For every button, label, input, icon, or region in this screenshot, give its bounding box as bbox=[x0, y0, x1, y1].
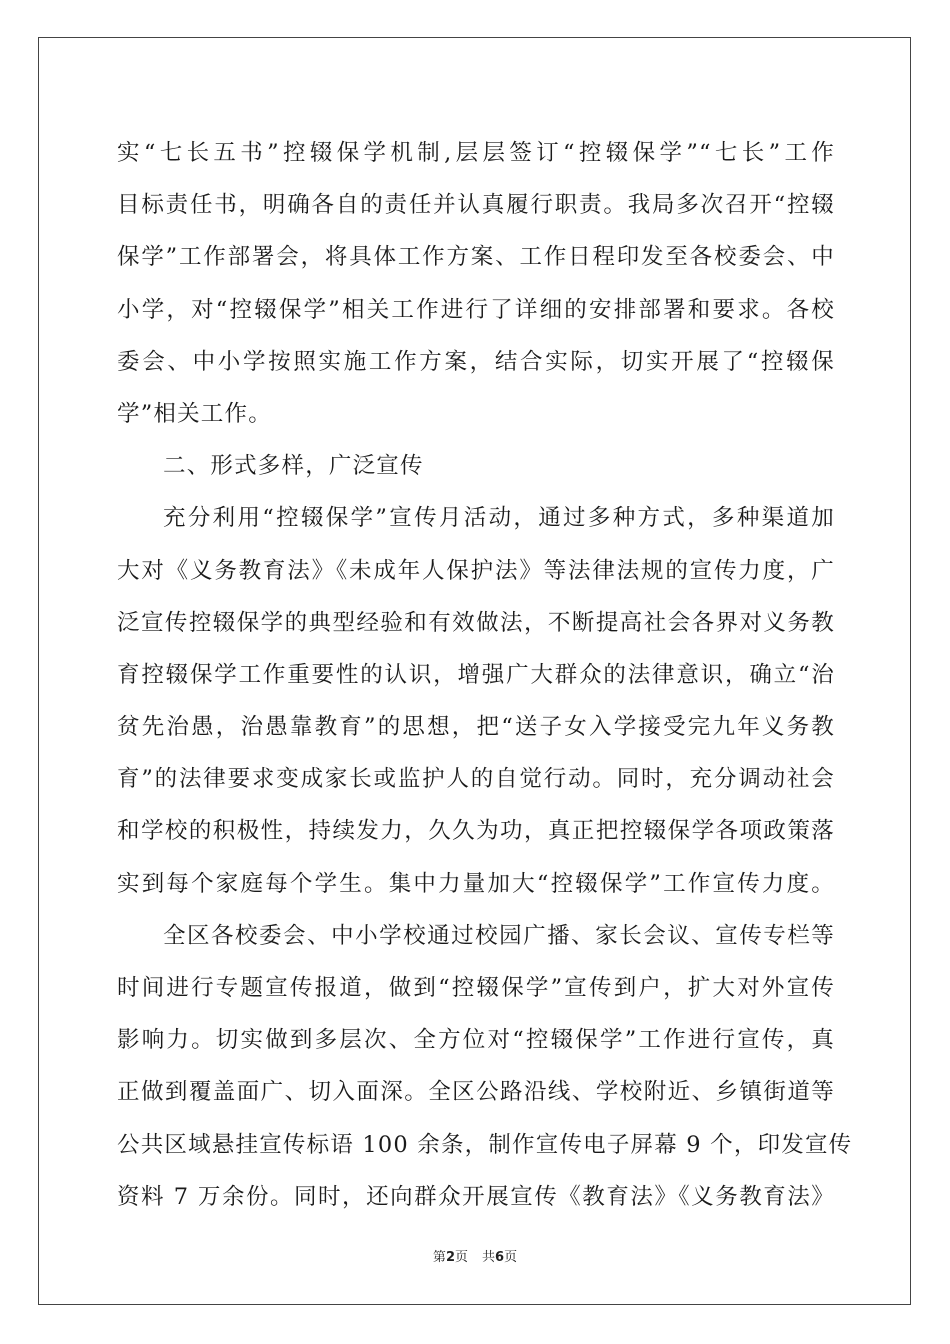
page-footer bbox=[0, 1246, 950, 1265]
text-line: 泛宣传控辍保学的典型经验和有效做法，不断提高社会各界对义务教 bbox=[117, 609, 835, 636]
text-line: 公共区域悬挂宣传标语 100 余条，制作宣传电子屏幕 9 个，印发宣传 bbox=[117, 1131, 853, 1158]
paragraph-first-line: 全区各校委会、中小学校通过校园广播、家长会议、宣传专栏等 bbox=[163, 922, 835, 949]
text-line: 资料 7 万余份。同时，还向群众开展宣传《教育法》《义务教育法》 bbox=[117, 1183, 835, 1210]
total-suffix: 页 bbox=[504, 1250, 518, 1265]
text-line: 大对《义务教育法》《未成年人保护法》等法律法规的宣传力度，广 bbox=[117, 557, 835, 584]
text-line: 影响力。切实做到多层次、全方位对“控辍保学”工作进行宣传，真 bbox=[117, 1027, 835, 1054]
section-heading: 二、形式多样，广泛宣传 bbox=[163, 453, 424, 480]
text-line: 小学，对“控辍保学”相关工作进行了详细的安排部署和要求。各校 bbox=[117, 296, 835, 323]
total-pages: 6 bbox=[495, 1250, 505, 1265]
document-body bbox=[117, 127, 853, 1223]
text-line: 学”相关工作。 bbox=[117, 400, 272, 427]
text-line: 委会、中小学按照实施工作方案，结合实际，切实开展了“控辍保 bbox=[117, 348, 835, 375]
text-line: 贫先治愚，治愚靠教育”的思想，把“送子女入学接受完九年义务教 bbox=[117, 714, 835, 741]
paragraph-first-line: 充分利用“控辍保学”宣传月活动，通过多种方式，多种渠道加 bbox=[163, 505, 835, 532]
text-line: 实到每个家庭每个学生。集中力量加大“控辍保学”工作宣传力度。 bbox=[117, 870, 835, 897]
text-line: 和学校的积极性，持续发力，久久为功，真正把控辍保学各项政策落 bbox=[117, 818, 835, 845]
page-suffix: 页 bbox=[454, 1250, 468, 1265]
text-line: 目标责任书，明确各自的责任并认真履行职责。我局多次召开“控辍 bbox=[117, 192, 835, 219]
text-line: 正做到覆盖面广、切入面深。全区公路沿线、学校附近、乡镇街道等 bbox=[117, 1079, 835, 1106]
text-line: 实“七长五书”控辍保学机制,层层签订“控辍保学”“七长”工作 bbox=[117, 140, 835, 166]
text-line: 时间进行专题宣传报道，做到“控辍保学”宣传到户，扩大对外宣传 bbox=[117, 975, 835, 1001]
text-line: 育”的法律要求变成家长或监护人的自觉行动。同时，充分调动社会 bbox=[117, 766, 835, 793]
total-prefix: 共 bbox=[482, 1250, 496, 1265]
page-number: 2 bbox=[445, 1250, 455, 1265]
text-line: 保学”工作部署会，将具体工作方案、工作日程印发至各校委会、中 bbox=[117, 244, 835, 271]
text-line: 育控辍保学工作重要性的认识，增强广大群众的法律意识，确立“治 bbox=[117, 661, 835, 688]
page-prefix: 第 bbox=[432, 1250, 446, 1265]
